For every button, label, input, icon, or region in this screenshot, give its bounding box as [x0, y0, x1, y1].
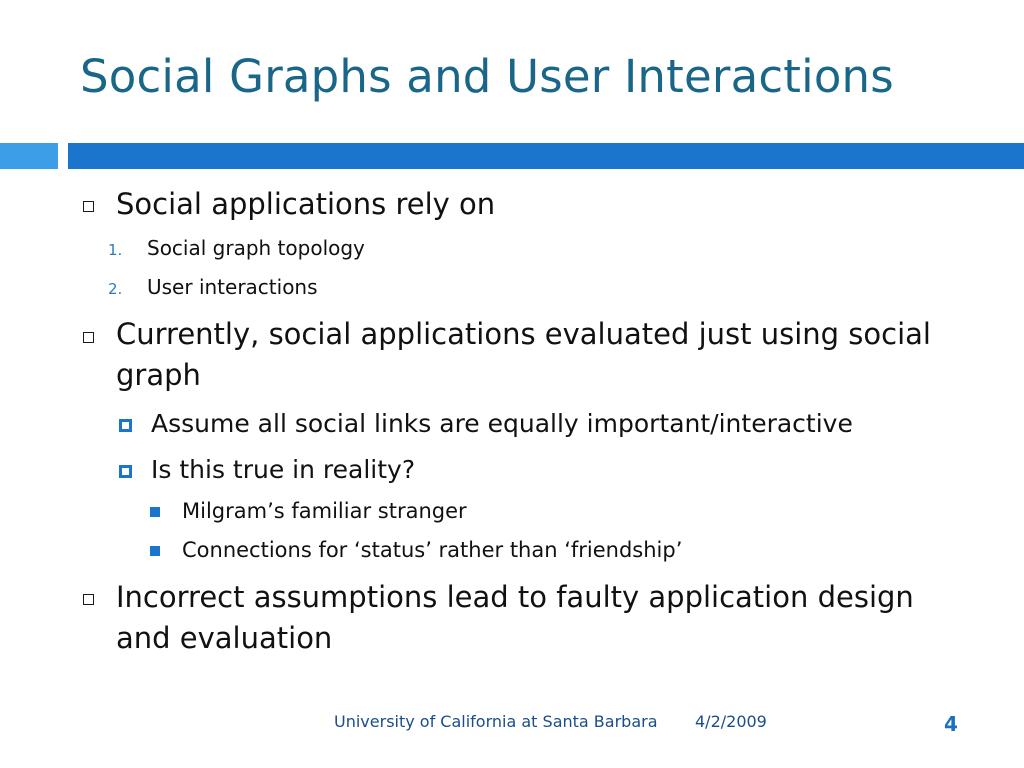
bullet-incorrect-line2: and evaluation: [116, 621, 333, 655]
filled-square-bullet-icon: [150, 507, 160, 517]
hollow-square-bullet-icon: [83, 201, 94, 212]
header-band: [68, 143, 1024, 169]
footer-date: 4/2/2009: [695, 712, 767, 731]
header-band-accent: [0, 143, 58, 169]
filled-square-bullet-icon: [150, 546, 160, 556]
slide-title: Social Graphs and User Interactions: [80, 50, 894, 103]
list-item-social-graph-topology: Social graph topology: [147, 236, 365, 260]
list-item-user-interactions: User interactions: [147, 275, 318, 299]
sub-bullet-true-in-reality: Is this true in reality?: [151, 455, 416, 484]
blue-square-bullet-icon: [119, 465, 132, 478]
list-number-1: 1.: [108, 241, 123, 259]
bullet-social-apps-rely-on: Social applications rely on: [116, 187, 496, 221]
bullet-currently-line2: graph: [116, 358, 201, 392]
footer-institution: University of California at Santa Barbara: [334, 712, 658, 731]
bullet-currently-line1: Currently, social applications evaluated just using social: [116, 317, 931, 351]
page-number: 4: [944, 712, 958, 736]
bullet-incorrect-line1: Incorrect assumptions lead to faulty application design: [116, 580, 914, 614]
sub-sub-bullet-milgram: Milgram’s familiar stranger: [182, 499, 467, 523]
hollow-square-bullet-icon: [83, 332, 94, 343]
hollow-square-bullet-icon: [83, 594, 94, 605]
blue-square-bullet-icon: [119, 419, 132, 432]
list-number-2: 2.: [108, 280, 123, 298]
sub-bullet-assume-links: Assume all social links are equally important/interactive: [151, 409, 853, 438]
sub-sub-bullet-status: Connections for ‘status’ rather than ‘friendship’: [182, 538, 683, 562]
